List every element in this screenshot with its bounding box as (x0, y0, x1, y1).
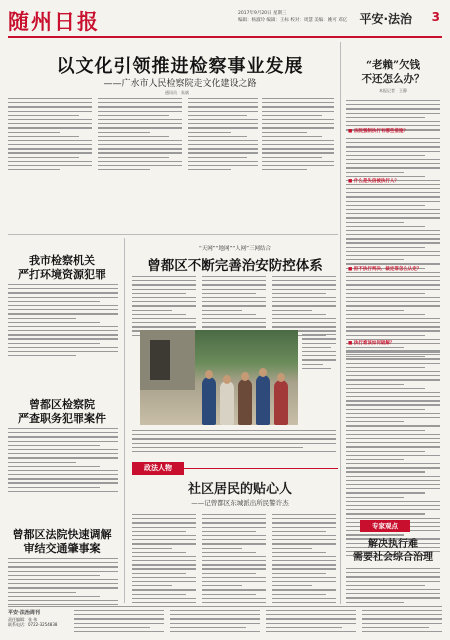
people-text-col-3 (272, 514, 336, 606)
lead-text-col-1 (8, 98, 92, 173)
story-text (8, 558, 118, 608)
lead-text-col-2 (98, 98, 182, 173)
sidebar-question: ■ 执行难该如何破解？ (348, 341, 395, 346)
tag-rule (184, 468, 338, 469)
expert-text (346, 568, 440, 610)
feature-text-bottom (132, 430, 336, 455)
section-title: 平安·法治 (359, 12, 412, 26)
divider (340, 42, 341, 604)
story-text (8, 428, 118, 495)
feature-text-col-4 (302, 330, 336, 372)
sidebar-headline[interactable]: “老赖”欠钱 不还怎么办？ (361, 59, 425, 85)
footer-contact (8, 610, 68, 628)
section-tag-people: 政法人物 (132, 462, 184, 475)
feature-kicker: “天网”“地网”“人网”三网结合 (198, 246, 272, 252)
sidebar-byline: 本报记者 王静 (379, 88, 407, 93)
expert-headline[interactable]: 解决执行难 需要社会综合治理 (353, 539, 433, 563)
page-number: 3 (431, 10, 440, 24)
story-text (8, 284, 118, 359)
people-subheadline: ——记曾都区东城派出所民警许杰 (191, 499, 289, 507)
footer-text (362, 610, 442, 634)
masthead (8, 6, 442, 38)
headline-traffic-case[interactable]: 曾都区法院快速调解 审结交通肇事案 (12, 528, 112, 555)
people-headline[interactable]: 社区居民的贴心人 (187, 482, 292, 497)
divider (8, 234, 338, 235)
news-photo (140, 330, 298, 425)
lead-byline: 通讯员 朱斌 (165, 90, 189, 95)
feature-headline[interactable]: 曾都区不断完善治安防控体系 (147, 258, 323, 274)
headline-duty-crime[interactable]: 曾都区检察院 严查职务犯罪案件 (18, 398, 106, 425)
lead-text-col-3 (188, 98, 258, 173)
lead-text-col-4 (262, 98, 334, 173)
divider (124, 238, 125, 603)
sidebar-question: ■ 法院强制执行有哪些措施？ (348, 129, 408, 134)
sidebar-text (346, 188, 440, 289)
footer-text (266, 610, 356, 634)
issue-info: 2017年9月20日 星期三 编辑：杨淑玲 编辑：王标 校对：周慧 美编：姚可 邓亿 (238, 11, 348, 23)
sidebar-text (346, 276, 440, 360)
footer-info: 责任编辑：张 伟 联系电话：0722-3254838 (8, 616, 58, 627)
footer-text (74, 610, 164, 634)
footer-name: 平安·法治周刊 (8, 610, 40, 616)
people-text-col-2 (202, 514, 266, 606)
footer (8, 606, 442, 637)
newspaper-logo: 随州日报 (8, 9, 100, 34)
lead-subheadline: ——广水市人民检察院走文化建设之路 (103, 79, 257, 89)
people-text-col-1 (132, 514, 196, 606)
sidebar-question: ■ 拒不执行判决、裁定罪怎么认定？ (348, 267, 422, 272)
sidebar-question: ■ 什么是失信被执行人？ (348, 179, 399, 184)
lead-headline[interactable]: 以文化引领推进检察事业发展 (56, 56, 304, 77)
headline-environment-crime[interactable]: 我市检察机关 严打环境资源犯罪 (18, 254, 106, 281)
footer-text (170, 610, 260, 634)
section-tag-expert: 专家观点 (360, 520, 410, 532)
